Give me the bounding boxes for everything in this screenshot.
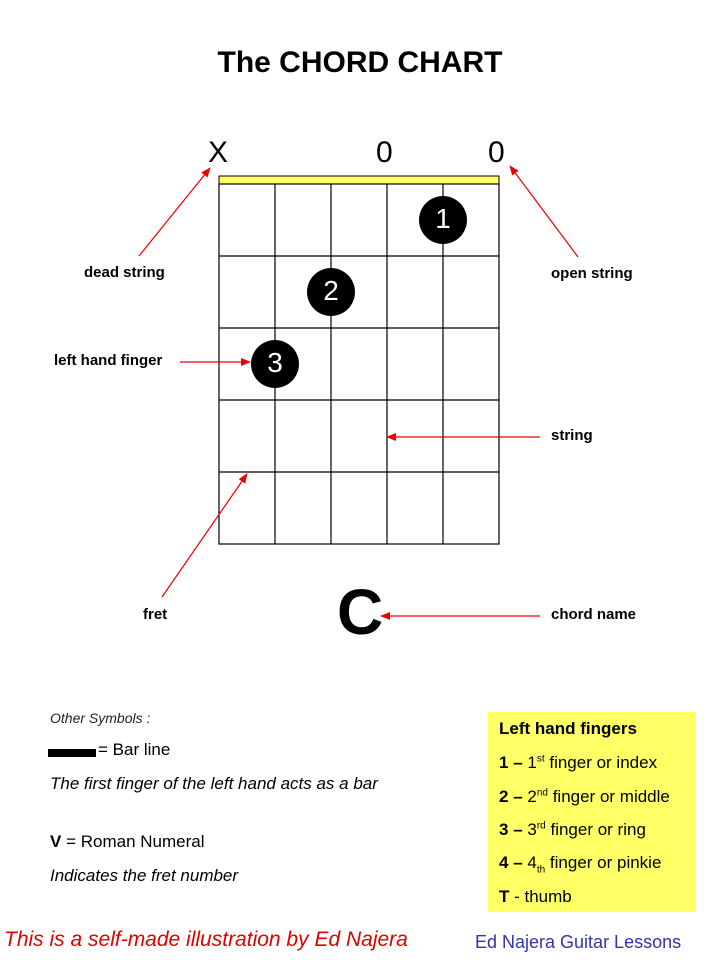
roman-numeral-legend	[50, 832, 204, 852]
bar-line-description: The first finger of the left hand acts as a bar	[50, 774, 378, 793]
dead-string-arrow	[139, 168, 210, 256]
legend-item: 1 – 1st finger or index	[499, 753, 658, 772]
other-symbols-heading: Other Symbols :	[50, 710, 151, 726]
legend-item: 2 – 2nd finger or middle	[499, 787, 670, 806]
chord-name: C	[337, 576, 384, 648]
left-hand-finger-label: left hand finger	[54, 352, 163, 369]
fret-arrow	[162, 474, 247, 597]
legend-item: T - thumb	[499, 887, 572, 906]
fret-label: fret	[143, 606, 168, 623]
open-string-marker: 0	[376, 136, 393, 169]
finger-legend	[488, 712, 696, 912]
legend-heading: Left hand fingers	[499, 719, 637, 738]
brand-text: Ed Najera Guitar Lessons	[475, 932, 682, 952]
open-string-label: open string	[551, 265, 633, 282]
credit-text: This is a self-made illustration by Ed Najera	[4, 928, 408, 951]
bar-line-label: = Bar line	[98, 740, 171, 759]
legend-item: $4 - 4_{th}$ finger or pinkie	[499, 853, 662, 876]
string-label: string	[551, 427, 593, 444]
chord-name-label: chord name	[551, 606, 637, 623]
open-string-marker: 0	[488, 136, 505, 169]
roman-numeral-description: Indicates the fret number	[50, 866, 239, 885]
roman-numeral-symbol: V	[50, 832, 62, 851]
dead-string-marker: X	[208, 136, 229, 169]
roman-numeral-label: = Roman Numeral	[61, 832, 205, 851]
bar-line-swatch	[48, 749, 96, 757]
nut	[219, 176, 499, 184]
bar-line-legend	[48, 740, 170, 760]
dead-string-label: dead string	[84, 264, 165, 281]
finger-number: 3	[267, 347, 283, 378]
annotation-arrows	[139, 166, 578, 616]
finger-number: 1	[435, 203, 451, 234]
open-string-arrow	[510, 166, 578, 257]
legend-item: 3 – 3rd finger or ring	[499, 820, 646, 839]
page-title: The CHORD CHART	[217, 46, 503, 79]
finger-number: 2	[323, 275, 339, 306]
